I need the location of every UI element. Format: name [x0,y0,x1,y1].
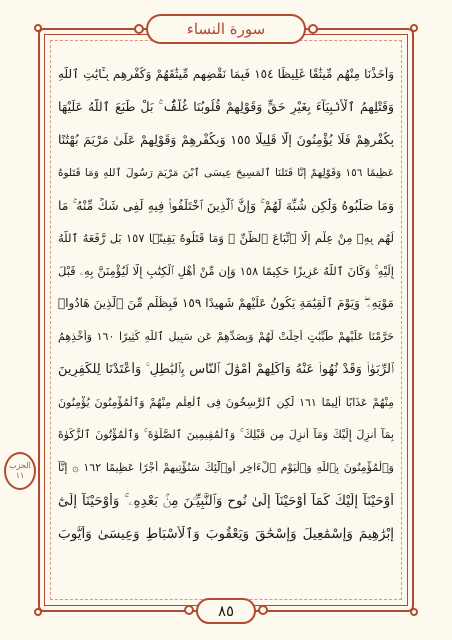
text-line-content: عَظِيمًا ١٥٦ وَقَوْلِهِمْ إِنَّا قَتَلْنَا ٱلْمَسِيحَ عِيسَى ٱبْنَ مَرْيَمَ رَسُولَ ٱللَّهِ وَمَا قَتَلُوهُ [58,166,394,179]
corner-ornament-icon [407,21,421,35]
text-line-content: وَأَخَذْنَا مِنْهُم مِّيثَٰقًا غَلِيظًا ١٥٤ فَبِمَا نَقْضِهِم مِّيثَٰقَهُمْ وَكُفْرِهِم بِـَٔايَٰتِ ٱللَّهِ [58,67,394,82]
text-line [58,320,394,353]
text-line-content: لَهُم بِهِۦ مِنْ عِلْمٍ إِلَّا ٱتِّبَاعَ ٱلظَّنِّ ۚ وَمَا قَتَلُوهُ يَقِينًۢا ١٥٧ بَل رَّفَعَهُ ٱللَّهُ [58,231,394,246]
footer-ornament-icon [184,605,194,615]
quran-text-block [58,58,394,586]
text-line [58,189,394,222]
text-line-content: إِبْرَٰهِيمَ وَإِسْمَٰعِيلَ وَإِسْحَٰقَ وَيَعْقُوبَ وَٱلْأَسْبَاطِ وَعِيسَىٰ وَأَيُّوبَ [58,525,394,542]
page-number: ٨٥ [217,602,235,620]
text-line-content: إِلَيْهِ ۚ وَكَانَ ٱللَّهُ عَزِيزًا حَكِيمًا ١٥٨ وَإِن مِّنْ أَهْلِ ٱلْكِتَٰبِ إِلَّا لَيُؤْمِنَنَّ بِهِۦ قَبْلَ [58,263,394,278]
surah-title: سورة النساء [186,20,266,38]
text-line [58,255,394,288]
hizb-marker-label: الحزب ١١ [9,461,31,480]
text-line [58,517,394,550]
corner-ornament-icon [31,605,45,619]
text-line-content: بِكُفْرِهِمْ فَلَا يُؤْمِنُونَ إِلَّا قَلِيلًا ١٥٥ وَبِكُفْرِهِمْ وَقَوْلِهِمْ عَلَىٰ مَرْيَمَ بُهْتَٰنًا [58,132,394,148]
text-line [58,124,394,157]
footer-ornament-icon [258,605,268,615]
text-line [58,353,394,386]
corner-ornament-icon [31,21,45,35]
text-line-content: ٱلرِّبَوٰا۟ وَقَدْ نُهُوا۟ عَنْهُ وَأَكْلِهِمْ أَمْوَٰلَ ٱلنَّاسِ بِٱلْبَٰطِلِ ۚ وَأَعْتَدْنَا لِلْكَٰفِرِينَ [58,362,394,378]
text-line [58,419,394,452]
text-line [58,452,394,485]
text-line [58,484,394,517]
text-line [58,288,394,321]
text-line-content: أَوْحَيْنَآ إِلَيْكَ كَمَآ أَوْحَيْنَآ إِلَىٰ نُوحٍ وَٱلنَّبِيِّـۧنَ مِنۢ بَعْدِهِۦ ۚ وَأَوْحَيْنَآ إِلَىٰٓ [58,492,394,509]
text-line [58,222,394,255]
text-line-content: مَوْتِهِۦ ۖ وَيَوْمَ ٱلْقِيَٰمَةِ يَكُونُ عَلَيْهِمْ شَهِيدًا ١٥٩ فَبِظُلْمٍ مِّنَ ٱلَّذِينَ هَادُوا۟ [58,296,394,311]
header-ornament-icon [134,24,144,34]
surah-title-cartouche [146,14,306,44]
header-ornament-icon [308,24,318,34]
text-line [58,386,394,419]
text-line [58,156,394,189]
text-line-content: وَٱلْمُؤْمِنُونَ بِٱللَّهِ وَٱلْيَوْمِ ٱلْءَاخِرِ أُو۟لَٰٓئِكَ سَنُؤْتِيهِمْ أَجْرًا عَظِيمًا ١٦٢ ۞ إِنَّآ [58,461,394,475]
hizb-marker [4,452,36,490]
text-line-content: مِنْهُمْ عَذَابًا أَلِيمًا ١٦١ لَّٰكِنِ ٱلرَّٰسِخُونَ فِى ٱلْعِلْمِ مِنْهُمْ وَٱلْمُؤْمِنُونَ يُؤْمِنُونَ [58,395,394,409]
text-line-content: بِمَآ أُنزِلَ إِلَيْكَ وَمَآ أُنزِلَ مِن قَبْلِكَ ۚ وَٱلْمُقِيمِينَ ٱلصَّلَوٰةَ ۚ وَٱلْمُؤْتُونَ ٱلزَّكَوٰةَ [58,428,394,442]
text-line-content: حَرَّمْنَا عَلَيْهِمْ طَيِّبَٰتٍ أُحِلَّتْ لَهُمْ وَبِصَدِّهِمْ عَن سَبِيلِ ٱللَّهِ كَثِيرًا ١٦٠ وَأَخْذِهِمُ [58,330,394,344]
corner-ornament-icon [407,605,421,619]
text-line-content: وَمَا صَلَبُوهُ وَلَٰكِن شُبِّهَ لَهُمْ ۚ وَإِنَّ ٱلَّذِينَ ٱخْتَلَفُوا۟ فِيهِ لَفِى شَكٍّ مِّنْهُ ۚ مَا [58,197,394,213]
text-line [58,91,394,124]
page-number-cartouche [196,598,256,624]
text-line-content: وَقَتْلِهِمُ ٱلْأَنۢبِيَآءَ بِغَيْرِ حَقٍّ وَقَوْلِهِمْ قُلُوبُنَا غُلْفٌۢ ۚ بَلْ طَبَعَ ٱللَّهُ عَلَيْهَا [58,99,394,115]
text-line [58,58,394,91]
